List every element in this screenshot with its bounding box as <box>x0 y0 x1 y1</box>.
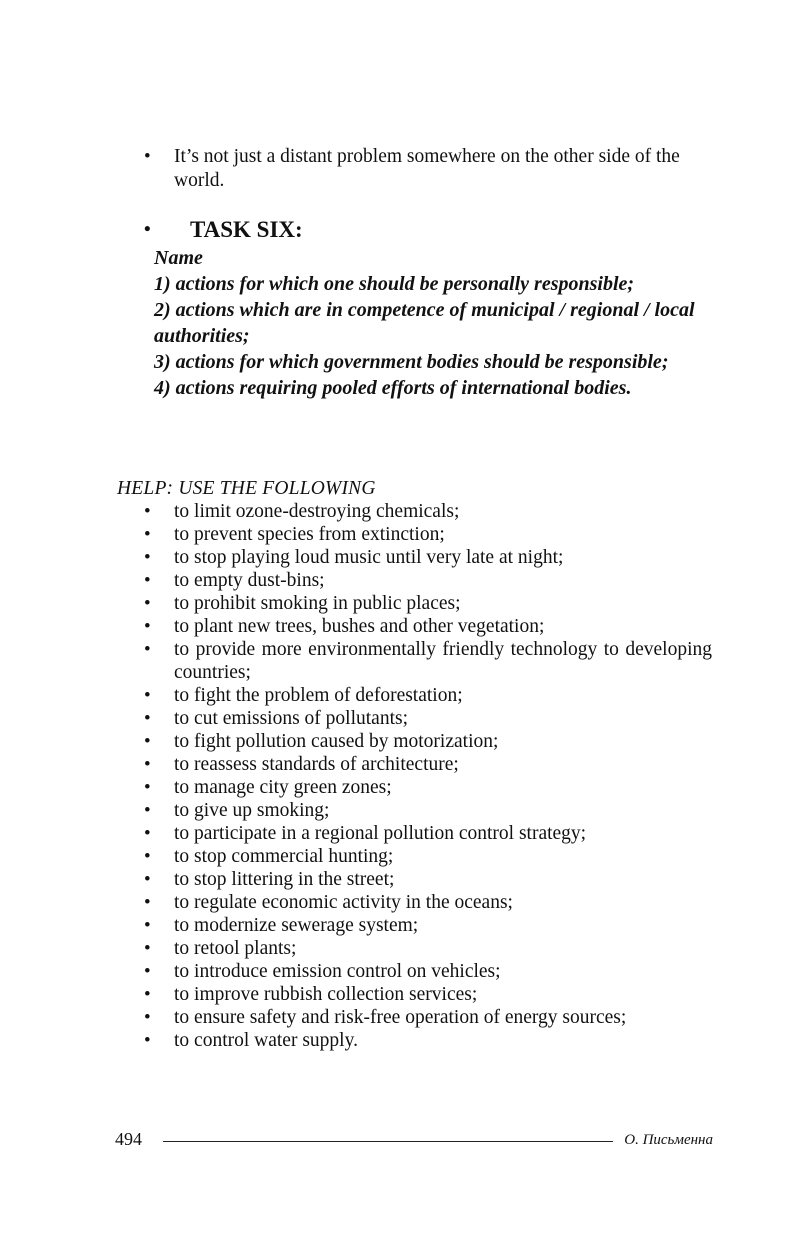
bullet-icon: • <box>144 1030 151 1051</box>
bullet-icon: • <box>144 524 151 545</box>
help-item-text: to give up smoking; <box>174 800 330 821</box>
bullet-icon: • <box>144 547 151 568</box>
help-list-item <box>138 891 712 914</box>
help-item-text: to provide more environmentally friendly technology to developing countries; <box>174 639 712 683</box>
help-list-item <box>138 914 712 937</box>
help-list-item <box>138 569 712 592</box>
task-line-4: 4) actions requiring pooled efforts of international bodies. <box>154 377 632 399</box>
page-footer <box>115 1128 713 1152</box>
intro-item-text: It’s not just a distant problem somewhere on the other side of the world. <box>174 146 680 191</box>
bullet-icon: • <box>144 219 151 240</box>
help-item-text: to control water supply. <box>174 1030 358 1051</box>
help-list-item <box>138 983 712 1006</box>
bullet-icon: • <box>144 869 151 890</box>
help-list-item <box>138 684 712 707</box>
intro-list <box>138 145 712 193</box>
bullet-icon: • <box>144 984 151 1005</box>
help-list-item <box>138 500 712 523</box>
help-item-text: to retool plants; <box>174 938 297 959</box>
task-six-section <box>144 215 714 401</box>
help-list <box>138 500 712 1052</box>
help-list-item <box>138 753 712 776</box>
help-list-item <box>138 845 712 868</box>
bullet-icon: • <box>144 1007 151 1028</box>
help-list-item <box>138 960 712 983</box>
help-item-text: to stop commercial hunting; <box>174 846 394 867</box>
bullet-icon: • <box>144 823 151 844</box>
task-line-name: Name <box>154 247 203 269</box>
help-list-item <box>138 523 712 546</box>
bullet-icon: • <box>144 777 151 798</box>
task-heading <box>144 215 714 245</box>
help-item-text: to modernize sewerage system; <box>174 915 419 936</box>
bullet-icon: • <box>144 846 151 867</box>
help-item-text: to participate in a regional pollution control strategy; <box>174 823 587 844</box>
task-line-2: 2) actions which are in competence of municipal / regional / local authorities; <box>154 299 695 347</box>
help-item-text: to stop playing loud music until very late at night; <box>174 547 564 568</box>
help-item-text: to limit ozone-destroying chemicals; <box>174 501 460 522</box>
footer-rule <box>163 1141 613 1142</box>
help-list-item <box>138 937 712 960</box>
bullet-icon: • <box>144 501 151 522</box>
help-list-item <box>138 707 712 730</box>
help-item-text: to cut emissions of pollutants; <box>174 708 408 729</box>
bullet-icon: • <box>144 754 151 775</box>
bullet-icon: • <box>144 593 151 614</box>
intro-item <box>138 145 712 193</box>
help-list-item <box>138 592 712 615</box>
task-heading-text: TASK SIX: <box>190 217 303 242</box>
task-line-3: 3) actions for which government bodies should be responsible; <box>154 351 669 373</box>
help-item-text: to introduce emission control on vehicles; <box>174 961 501 982</box>
help-title: HELP: USE THE FOLLOWING <box>117 478 376 499</box>
help-item-text: to plant new trees, bushes and other vegetation; <box>174 616 545 637</box>
help-item-text: to prevent species from extinction; <box>174 524 445 545</box>
help-list-item <box>138 868 712 891</box>
bullet-icon: • <box>144 892 151 913</box>
bullet-icon: • <box>144 146 151 167</box>
help-item-text: to empty dust-bins; <box>174 570 325 591</box>
bullet-icon: • <box>144 938 151 959</box>
help-list-item <box>138 546 712 569</box>
help-item-text: to ensure safety and risk-free operation of energy sources; <box>174 1007 627 1028</box>
help-item-text: to prohibit smoking in public places; <box>174 593 461 614</box>
help-item-text: to fight the problem of deforestation; <box>174 685 463 706</box>
help-list-item <box>138 615 712 638</box>
help-list-item <box>138 776 712 799</box>
help-list-item <box>138 799 712 822</box>
bullet-icon: • <box>144 708 151 729</box>
help-item-text: to improve rubbish collection services; <box>174 984 478 1005</box>
help-list-item <box>138 1029 712 1052</box>
help-item-text: to stop littering in the street; <box>174 869 395 890</box>
bullet-icon: • <box>144 731 151 752</box>
bullet-icon: • <box>144 685 151 706</box>
bullet-icon: • <box>144 915 151 936</box>
help-list-item <box>138 1006 712 1029</box>
help-item-text: to fight pollution caused by motorization; <box>174 731 499 752</box>
bullet-icon: • <box>144 639 151 660</box>
bullet-icon: • <box>144 616 151 637</box>
help-list-item <box>138 822 712 845</box>
bullet-icon: • <box>144 961 151 982</box>
bullet-icon: • <box>144 800 151 821</box>
help-item-text: to regulate economic activity in the oceans; <box>174 892 513 913</box>
author-name: О. Письменна <box>624 1132 713 1148</box>
help-list-item <box>138 638 712 684</box>
help-list-item <box>138 730 712 753</box>
page-number: 494 <box>115 1129 142 1149</box>
help-item-text: to manage city green zones; <box>174 777 392 798</box>
help-item-text: to reassess standards of architecture; <box>174 754 459 775</box>
bullet-icon: • <box>144 570 151 591</box>
task-line-1: 1) actions for which one should be personally responsible; <box>154 273 635 295</box>
